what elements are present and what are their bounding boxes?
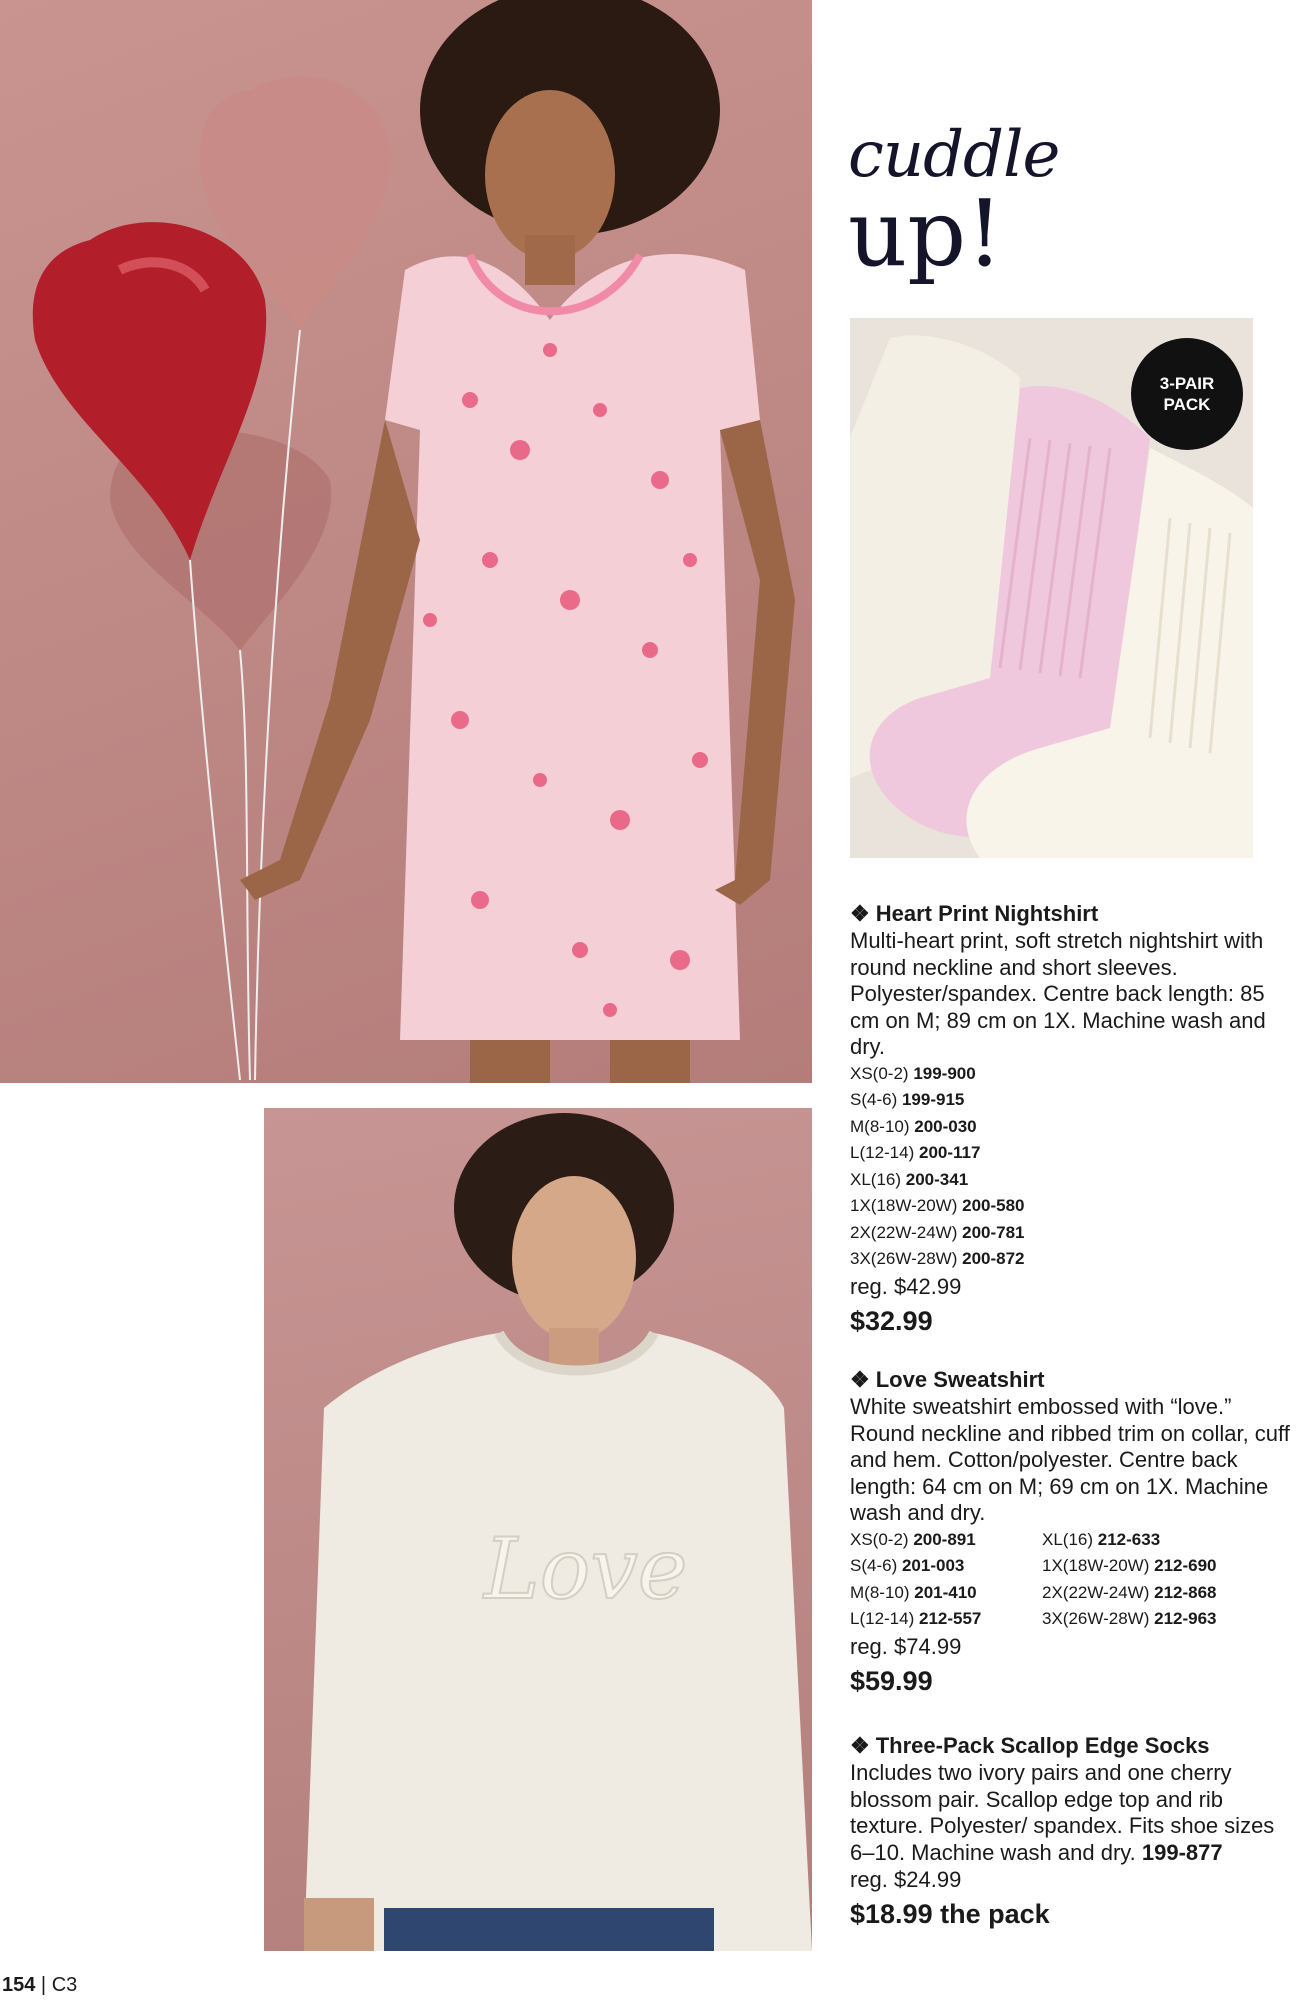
sweatshirt-photo: [264, 1108, 812, 1951]
face-shape: [512, 1176, 636, 1340]
product-title: ❖ Three-Pack Scallop Edge Socks: [850, 1733, 1210, 1758]
size-list: [850, 1527, 1295, 1633]
size-row: L(12-14) 200-117: [850, 1143, 981, 1162]
diamond-bullet-icon: ❖: [850, 1733, 870, 1758]
nightshirt-photo: [0, 0, 812, 1083]
sale-price: $18.99 the pack: [850, 1899, 1050, 1929]
product-scallop-socks: [850, 1732, 1295, 1933]
face-shape: [485, 90, 615, 260]
size-row: XS(0-2) 200-891: [850, 1529, 976, 1549]
jeans-shape: [384, 1908, 714, 1951]
size-row: 1X(18W-20W) 212-690: [1042, 1556, 1217, 1575]
nightshirt-illustration: [0, 0, 812, 1083]
size-row: 3X(26W-28W) 200-872: [850, 1249, 1025, 1268]
love-emboss-text: Love: [484, 1520, 688, 1618]
sweatshirt-illustration: [264, 1108, 812, 1951]
size-list: [850, 1061, 1295, 1273]
regular-price: reg. $42.99: [850, 1273, 962, 1299]
regular-price: reg. $24.99: [850, 1867, 962, 1892]
size-row: S(4-6) 201-003: [850, 1556, 965, 1575]
three-pair-pack-badge: 3-PAIR PACK: [1131, 338, 1243, 450]
product-title: ❖ Love Sweatshirt: [850, 1367, 1045, 1392]
size-row: M(8-10) 200-030: [850, 1116, 977, 1136]
size-row: M(8-10) 201-410: [850, 1582, 977, 1602]
headline-up: up!: [848, 180, 1004, 287]
size-column: [850, 1527, 1042, 1633]
sweatshirt-shape: [304, 1333, 812, 1951]
diamond-bullet-icon: ❖: [850, 901, 870, 926]
size-row: XL(16) 200-341: [850, 1169, 969, 1189]
sale-price: $59.99: [850, 1665, 933, 1696]
size-row: 2X(22W-24W) 200-781: [850, 1222, 1025, 1242]
size-row: 1X(18W-20W) 200-580: [850, 1196, 1025, 1215]
size-row: 3X(26W-28W) 212-963: [1042, 1609, 1217, 1628]
size-row: 2X(22W-24W) 212-868: [1042, 1582, 1217, 1602]
product-description: Includes two ivory pairs and one cherry blossom pair. Scallop edge top and rib texture. Polyester/ spandex. Fits shoe sizes 6–10. Machine wash and dry. 199-877: [850, 1760, 1275, 1865]
page-number: 154: [2, 1974, 36, 1996]
size-row: XS(0-2) 199-900: [850, 1063, 976, 1083]
page-folio: 154 | C3: [2, 1974, 78, 1996]
size-row: XL(16) 212-633: [1042, 1529, 1161, 1549]
nightshirt-shape: [385, 254, 760, 1040]
size-column: [1042, 1527, 1234, 1633]
diamond-bullet-icon: ❖: [850, 1367, 870, 1392]
regular-price: reg. $74.99: [850, 1633, 962, 1659]
headline-cuddle: cuddle: [848, 118, 1060, 192]
size-row: L(12-14) 212-557: [850, 1609, 982, 1628]
product-description: White sweatshirt embossed with “love.” Round neckline and ribbed trim on collar, cuff and hem. Cotton/polyester. Centre back length: 64 cm on M; 69 cm on 1X. Machine wash and dry.: [850, 1394, 1290, 1525]
size-row: S(4-6) 199-915: [850, 1090, 965, 1109]
sale-price: $32.99: [850, 1305, 933, 1336]
product-title: ❖ Heart Print Nightshirt: [850, 901, 1099, 926]
section-code: C3: [51, 1974, 78, 1996]
product-heart-nightshirt: [850, 900, 1295, 1340]
product-description: Multi-heart print, soft stretch nightshirt with round neckline and short sleeves. Polyester/spandex. Centre back length: 85 cm on M; 89 cm on 1X. Machine wash and dry.: [850, 928, 1266, 1059]
product-code: 199-877: [1141, 1839, 1223, 1865]
product-love-sweatshirt: [850, 1366, 1295, 1700]
